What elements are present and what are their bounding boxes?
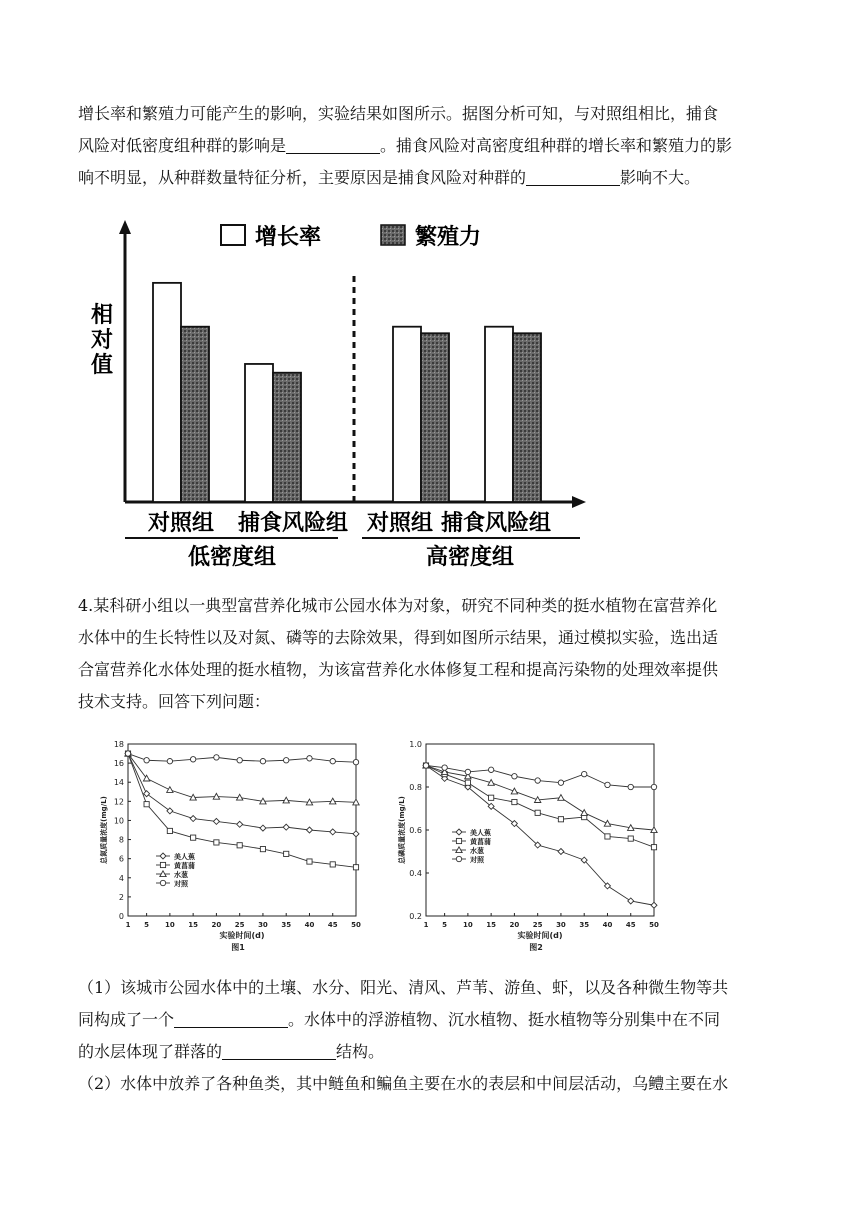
data-point bbox=[465, 780, 470, 785]
y-axis-label bbox=[91, 303, 113, 378]
svg-text:值: 值 bbox=[90, 353, 114, 378]
data-point bbox=[605, 834, 610, 839]
data-point bbox=[423, 763, 428, 768]
data-point bbox=[237, 843, 242, 848]
line-chart-phosphorus bbox=[378, 736, 668, 966]
question-4-paragraph bbox=[78, 590, 784, 718]
data-point bbox=[190, 816, 196, 822]
data-point bbox=[535, 778, 540, 783]
data-point bbox=[284, 758, 289, 763]
y-tick-label: 0.8 bbox=[409, 783, 422, 792]
data-point bbox=[558, 780, 563, 785]
x-tick-label: 30 bbox=[556, 921, 566, 929]
bar-chart-figure bbox=[80, 210, 600, 580]
x-tick-label: 30 bbox=[258, 921, 268, 929]
legend-label: 黄菖蒲 bbox=[174, 862, 195, 870]
data-point bbox=[488, 767, 493, 772]
data-point bbox=[558, 817, 563, 822]
chart-title: 图2 bbox=[529, 943, 543, 952]
y-axis-label: 总氮质量浓度(mg/L) bbox=[100, 796, 108, 864]
x-axis-arrow bbox=[572, 496, 586, 508]
x-tick-label: 20 bbox=[211, 921, 222, 929]
data-point bbox=[283, 824, 289, 830]
data-point bbox=[353, 831, 359, 837]
series-line bbox=[128, 754, 356, 868]
series-line bbox=[426, 766, 654, 906]
legend-label: 水葱 bbox=[470, 847, 484, 855]
group-label-low: 低密度组 bbox=[187, 545, 277, 570]
q4-1-line-2: 同构成了一个 。水体中的浮游植物、沉水植物、挺水植物等分别集中在不同 bbox=[78, 1010, 721, 1029]
y-tick-label: 0.2 bbox=[409, 912, 422, 921]
bar-fecundity bbox=[273, 373, 301, 502]
legend-label: 水葱 bbox=[174, 871, 188, 879]
data-point bbox=[353, 759, 358, 764]
legend-marker bbox=[456, 829, 462, 835]
q4-line-2: 水体中的生长特性以及对氮、磷等的去除效果，得到如图所示结果，通过模拟实验，选出适 bbox=[78, 628, 719, 647]
y-tick-label: 16 bbox=[113, 759, 124, 769]
bar-growth-rate bbox=[485, 327, 513, 502]
legend-label-growth: 增长率 bbox=[255, 225, 322, 250]
data-point bbox=[330, 759, 335, 764]
legend-label-fecundity: 繁殖力 bbox=[415, 225, 482, 250]
data-point bbox=[535, 810, 540, 815]
bar-fecundity bbox=[181, 327, 209, 502]
data-point bbox=[330, 862, 335, 867]
data-point bbox=[237, 758, 242, 763]
y-axis-arrow bbox=[119, 220, 131, 234]
x-tick-label: 45 bbox=[625, 921, 636, 929]
plot-frame bbox=[128, 744, 356, 916]
x-tick-label: 50 bbox=[351, 921, 361, 929]
category-label: 对照组 bbox=[147, 511, 215, 536]
data-point bbox=[465, 769, 470, 774]
bar-fecundity bbox=[513, 333, 541, 502]
data-point bbox=[581, 810, 587, 816]
series-line bbox=[426, 766, 654, 848]
legend-swatch-growth bbox=[221, 225, 245, 245]
y-tick-label: 14 bbox=[113, 778, 124, 788]
data-point bbox=[489, 795, 494, 800]
data-point bbox=[190, 757, 195, 762]
answer-blank-3[interactable] bbox=[174, 1009, 288, 1028]
x-tick-label: 5 bbox=[144, 921, 150, 929]
data-point bbox=[558, 795, 564, 801]
x-tick-label: 20 bbox=[509, 921, 520, 929]
legend-marker bbox=[160, 880, 165, 885]
category-label: 对照组 bbox=[366, 511, 434, 536]
intro-line-1: 增长率和繁殖力可能产生的影响，实验结果如图所示。据图分析可知，与对照组相比，捕食 bbox=[78, 104, 719, 123]
legend-marker bbox=[456, 838, 461, 843]
bar-growth-rate bbox=[245, 364, 273, 502]
x-tick-label: 25 bbox=[532, 921, 543, 929]
legend-label: 对照 bbox=[470, 856, 484, 864]
intro-line-2: 风险对低密度组种群的影响是 。捕食风险对高密度组种群的增长率和繁殖力的影 bbox=[78, 136, 733, 155]
x-tick-label: 15 bbox=[486, 921, 497, 929]
q4-line-1: 4.某科研小组以一典型富营养化城市公园水体为对象，研究不同种类的挺水植物在富营养化 bbox=[78, 596, 718, 615]
data-point bbox=[260, 847, 265, 852]
group-label-high: 高密度组 bbox=[425, 545, 515, 570]
legend-marker bbox=[160, 862, 165, 867]
data-point bbox=[512, 799, 517, 804]
q4-2-line-1: （2）水体中放养了各种鱼类，其中鲢鱼和鳊鱼主要在水的表层和中间层活动，乌鳢主要在水 bbox=[78, 1074, 729, 1093]
data-point bbox=[191, 835, 196, 840]
y-tick-label: 8 bbox=[118, 835, 124, 845]
bar-growth-rate bbox=[393, 327, 421, 502]
category-label: 捕食风险组 bbox=[440, 511, 552, 536]
data-point bbox=[214, 755, 219, 760]
question-4-2-paragraph bbox=[78, 1068, 784, 1100]
legend-swatch-fecundity bbox=[381, 225, 405, 245]
data-point bbox=[582, 771, 587, 776]
svg-text:对: 对 bbox=[90, 328, 114, 353]
question-4-1-paragraph bbox=[78, 972, 784, 1068]
data-point bbox=[167, 759, 172, 764]
intro-paragraph bbox=[78, 98, 784, 194]
data-point bbox=[651, 902, 657, 908]
y-tick-label: 0.6 bbox=[409, 826, 422, 835]
x-tick-label: 45 bbox=[327, 921, 338, 929]
data-point bbox=[167, 787, 173, 793]
data-point bbox=[651, 845, 656, 850]
y-tick-label: 12 bbox=[113, 797, 124, 807]
y-tick-label: 2 bbox=[118, 892, 124, 902]
legend-label: 美人蕉 bbox=[174, 853, 195, 861]
data-point bbox=[307, 756, 312, 761]
x-tick-label: 1 bbox=[125, 921, 131, 929]
legend-label: 对照 bbox=[174, 880, 188, 888]
x-axis-label: 实验时间(d) bbox=[517, 931, 563, 940]
x-tick-label: 10 bbox=[463, 921, 473, 929]
q4-line-4: 技术支持。回答下列问题： bbox=[78, 692, 271, 711]
data-point bbox=[260, 825, 266, 831]
data-point bbox=[558, 849, 564, 855]
q4-1-line-1: （1）该城市公园水体中的土壤、水分、阳光、清风、芦苇、游鱼、虾，以及各种微生物等共 bbox=[78, 978, 729, 997]
x-tick-label: 10 bbox=[165, 921, 175, 929]
bar-growth-rate bbox=[153, 283, 181, 502]
legend-marker bbox=[456, 856, 461, 861]
data-point bbox=[628, 898, 634, 904]
chart-title: 图1 bbox=[231, 943, 245, 952]
data-point bbox=[125, 751, 130, 756]
data-point bbox=[260, 759, 265, 764]
data-point bbox=[330, 829, 336, 835]
line-chart-nitrogen bbox=[80, 736, 370, 966]
series-line bbox=[426, 766, 654, 831]
x-axis-label: 实验时间(d) bbox=[219, 931, 265, 940]
y-tick-label: 4 bbox=[118, 873, 124, 883]
legend-label: 黄菖蒲 bbox=[470, 838, 491, 846]
x-tick-label: 25 bbox=[234, 921, 245, 929]
answer-blank-1[interactable] bbox=[286, 135, 380, 154]
x-tick-label: 1 bbox=[423, 921, 429, 929]
y-tick-label: 0 bbox=[118, 912, 124, 921]
data-point bbox=[284, 851, 289, 856]
answer-blank-2[interactable] bbox=[526, 167, 620, 186]
x-tick-label: 40 bbox=[602, 921, 613, 929]
x-tick-label: 5 bbox=[442, 921, 448, 929]
data-point bbox=[237, 821, 243, 827]
y-tick-label: 0.4 bbox=[409, 869, 422, 878]
bar-fecundity bbox=[421, 333, 449, 502]
data-point bbox=[353, 865, 358, 870]
data-point bbox=[512, 774, 517, 779]
y-tick-label: 1.0 bbox=[409, 740, 422, 749]
intro-line-3: 响不明显，从种群数量特征分析，主要原因是捕食风险对种群的 影响不大。 bbox=[78, 168, 701, 187]
data-point bbox=[442, 765, 447, 770]
data-point bbox=[307, 859, 312, 864]
q4-line-3: 合富营养化水体处理的挺水植物，为该富营养化水体修复工程和提高污染物的处理效率提供 bbox=[78, 660, 719, 679]
data-point bbox=[167, 828, 172, 833]
data-point bbox=[628, 836, 633, 841]
legend-label: 美人蕉 bbox=[470, 829, 491, 837]
data-point bbox=[306, 827, 312, 833]
y-tick-label: 6 bbox=[118, 854, 124, 864]
q4-1-line-3: 的水层体现了群落的 结构。 bbox=[78, 1042, 385, 1061]
data-point bbox=[213, 818, 219, 824]
svg-text:相: 相 bbox=[90, 303, 114, 328]
y-axis-label: 总磷质量浓度(mg/L) bbox=[398, 796, 406, 864]
data-point bbox=[605, 782, 610, 787]
data-point bbox=[651, 784, 656, 789]
data-point bbox=[144, 802, 149, 807]
x-tick-label: 15 bbox=[188, 921, 199, 929]
data-point bbox=[144, 758, 149, 763]
y-tick-label: 10 bbox=[113, 816, 124, 826]
data-point bbox=[604, 820, 610, 826]
data-point bbox=[511, 788, 517, 794]
y-tick-label: 18 bbox=[113, 740, 124, 749]
x-tick-label: 50 bbox=[649, 921, 659, 929]
x-tick-label: 35 bbox=[281, 921, 292, 929]
category-label: 捕食风险组 bbox=[237, 511, 349, 536]
answer-blank-4[interactable] bbox=[222, 1041, 336, 1060]
x-tick-label: 35 bbox=[579, 921, 590, 929]
x-tick-label: 40 bbox=[304, 921, 315, 929]
legend-marker bbox=[160, 853, 166, 859]
data-point bbox=[628, 784, 633, 789]
data-point bbox=[214, 840, 219, 845]
